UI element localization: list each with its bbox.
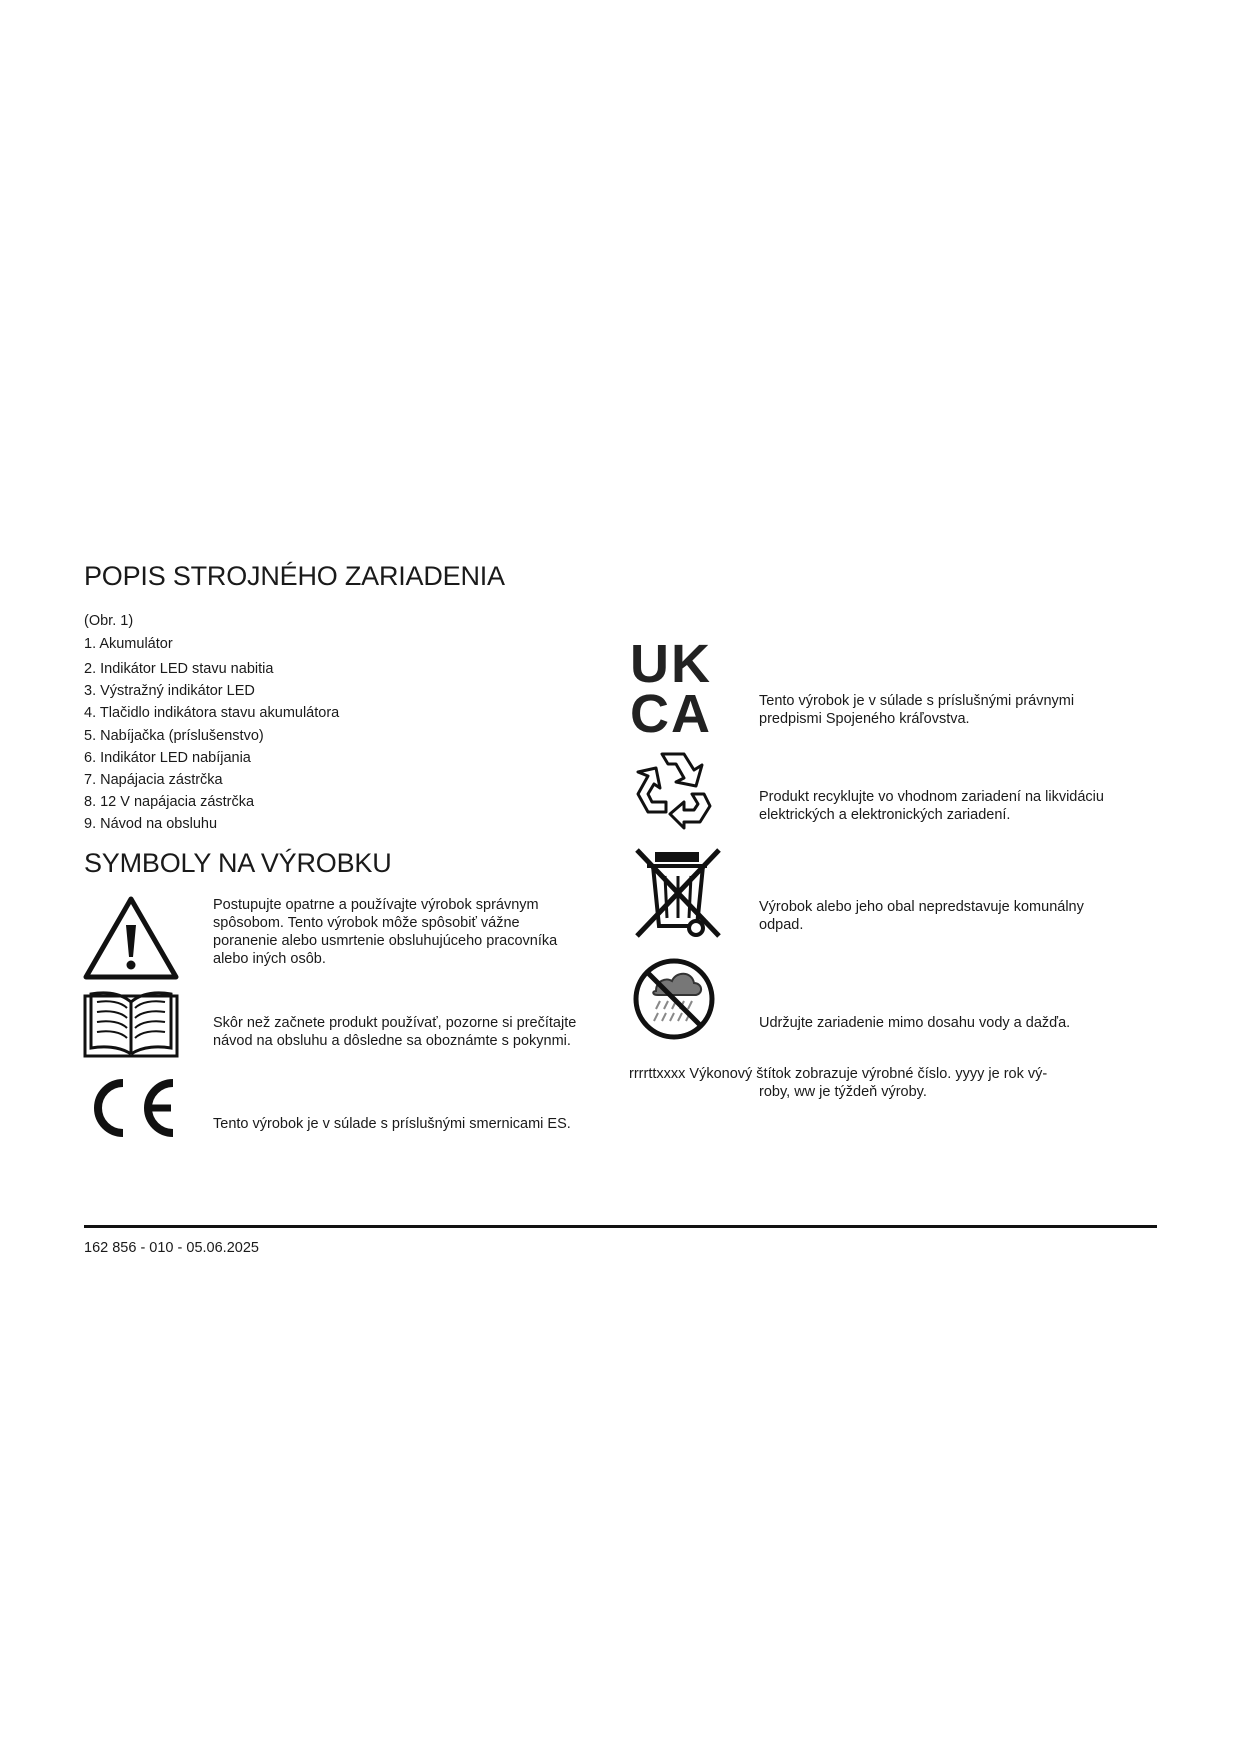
svg-text:UK: UK xyxy=(630,638,712,694)
list-item: 7. Napájacia zástrčka xyxy=(84,772,223,788)
list-item: 5. Nabíjačka (príslušenstvo) xyxy=(84,728,264,744)
rating-line-1: Výkonový štítok zobrazuje výrobné číslo. yyyy je rok vý- xyxy=(689,1066,1048,1082)
section-title-description: POPIS STROJNÉHO ZARIADENIA xyxy=(84,561,505,591)
list-item: 4. Tlačidlo indikátora stavu akumulátora xyxy=(84,705,340,721)
rain-description: Udržujte zariadenie mimo dosahu vody a dažďa. xyxy=(759,1015,1071,1031)
weee-description: Výrobok alebo jeho obal nepredstavuje komunálny odpad. xyxy=(759,899,1084,933)
section-title-symbols: SYMBOLY NA VÝROBKU xyxy=(84,848,392,878)
ukca-mark-icon xyxy=(630,638,728,734)
open-book-icon xyxy=(83,988,179,1058)
warning-triangle-icon xyxy=(83,895,179,981)
footer-divider xyxy=(84,1225,1157,1228)
recycle-description: Produkt recyklujte vo vhodnom zariadení na likvidáciu elektrických a elektronických zariadení. xyxy=(759,789,1104,823)
list-item: 1. Akumulátor xyxy=(84,636,173,652)
list-item: 8. 12 V napájacia zástrčka xyxy=(84,794,255,810)
rating-line-2: roby, ww je týždeň výroby. xyxy=(759,1084,927,1100)
warning-description: Postupujte opatrne a používajte výrobok správnym spôsobom. Tento výrobok môže spôsobiť vážne poranenie alebo usmrtenie obsluhujúceho pracovníka alebo iných osôb. xyxy=(213,897,558,967)
ukca-description: Tento výrobok je v súlade s príslušnými právnymi predpismi Spojeného kráľovstva. xyxy=(759,693,1075,727)
crossed-bin-icon xyxy=(633,846,725,940)
document-id: 162 856 - 010 - 05.06.2025 xyxy=(84,1240,259,1256)
list-item: 2. Indikátor LED stavu nabitia xyxy=(84,661,274,677)
svg-text:CA: CA xyxy=(630,684,712,734)
manual-description: Skôr než začnete produkt používať, pozorne si prečítajte návod na obsluhu a dôsledne sa oboznámte s pokynmi. xyxy=(213,1015,577,1049)
ce-description: Tento výrobok je v súlade s príslušnými smernicami ES. xyxy=(213,1116,571,1132)
ce-mark-icon xyxy=(83,1075,179,1141)
rating-plate-note xyxy=(629,1065,1047,1083)
figure-reference: (Obr. 1) xyxy=(84,613,134,629)
list-item: 3. Výstražný indikátor LED xyxy=(84,683,255,699)
list-item: 6. Indikátor LED nabíjania xyxy=(84,750,251,766)
list-item: 9. Návod na obsluhu xyxy=(84,816,218,832)
no-rain-icon xyxy=(632,957,716,1041)
recycle-icon xyxy=(632,748,716,830)
rating-code: rrrrttxxxx xyxy=(629,1066,686,1082)
